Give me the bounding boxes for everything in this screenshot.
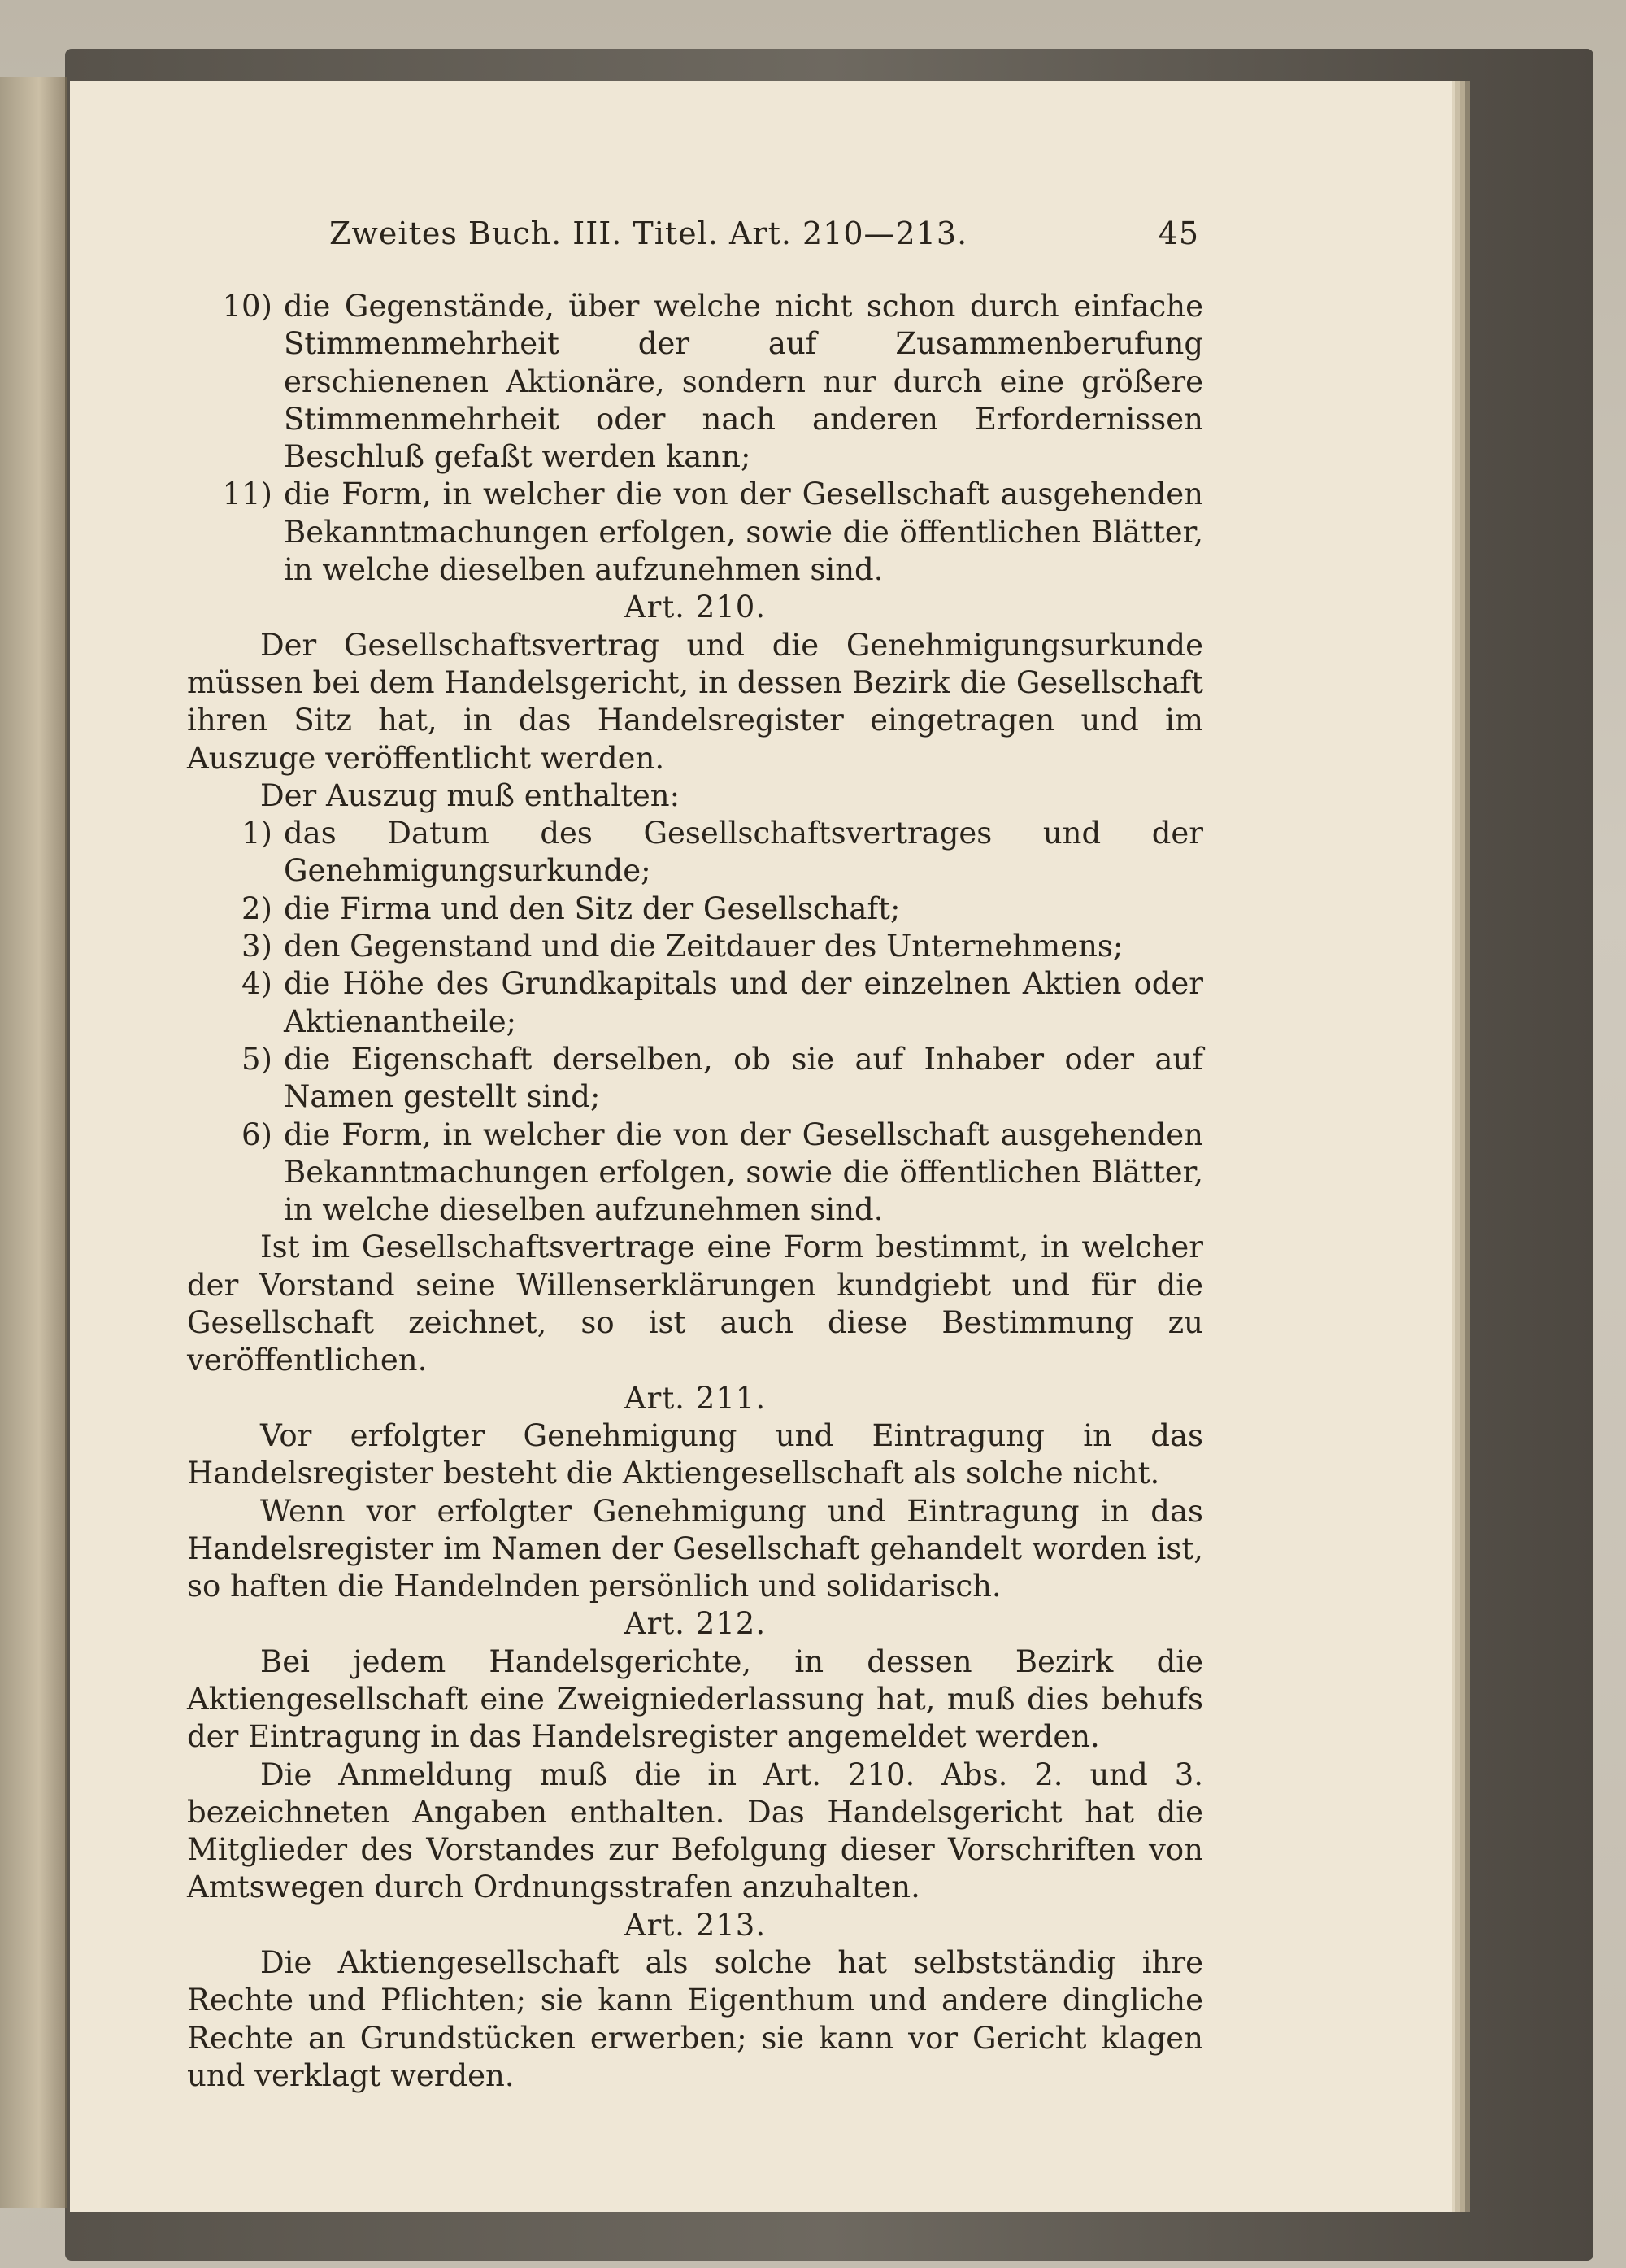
item-number: 5) <box>241 1041 272 1077</box>
item-text: den Gegenstand und die Zeitdauer des Unternehmens; <box>284 929 1124 964</box>
item-text: die Form, in welcher die von der Gesellschaft ausgehenden Bekanntmachungen erfolgen, sowie die öffentlichen Blätter, in welche dieselben aufzunehmen sind. <box>284 1117 1203 1228</box>
paragraph: Der Gesellschaftsvertrag und die Genehmigungsurkunde müssen bei dem Handelsgericht, in dessen Bezirk die Gesellschaft ihren Sitz hat, in das Handelsregister eingetragen und im Auszuge veröffentlicht werden. <box>187 627 1203 776</box>
left-page-edge <box>0 77 67 2208</box>
item-text: die Höhe des Grundkapitals und der einzelnen Aktien oder Aktienantheile; <box>284 966 1203 1039</box>
page-number: 45 <box>1158 215 1199 251</box>
item-text: die Eigenschaft derselben, ob sie auf Inhaber oder auf Namen gestellt sind; <box>284 1041 1203 1115</box>
article-heading-212: Art. 212. <box>624 1606 767 1642</box>
article-heading-213: Art. 213. <box>624 1907 767 1943</box>
list-item <box>187 815 1203 890</box>
list-item <box>187 890 1203 928</box>
running-header <box>329 215 1199 251</box>
list-item <box>187 965 1203 1041</box>
list-item <box>187 928 1203 965</box>
item-number: 4) <box>241 966 272 1002</box>
item-text: die Firma und den Sitz der Gesellschaft; <box>284 890 901 926</box>
list-item <box>187 1117 1203 1230</box>
item-number: 3) <box>241 929 272 964</box>
list-item <box>187 288 1203 476</box>
page-body <box>187 288 1203 2095</box>
item-number: 11) <box>222 477 272 512</box>
paragraph: Vor erfolgter Genehmigung und Eintragung in das Handelsregister besteht die Aktiengesellschaft als solche nicht. <box>187 1417 1203 1491</box>
item-number: 6) <box>241 1117 272 1152</box>
paragraph: Bei jedem Handelsgerichte, in dessen Bezirk die Aktiengesellschaft eine Zweigniederlassung hat, muß dies behufs der Eintragung in das Handelsregister angemeldet werden. <box>187 1643 1203 1755</box>
paragraph: Die Aktiengesellschaft als solche hat selbstständig ihre Rechte und Pflichten; sie kann Eigenthum und andere dingliche Rechte an Grundstücken erwerben; sie kann vor Gericht klagen und verklagt werden. <box>187 1945 1203 2093</box>
item-text: das Datum des Gesellschaftsvertrages und der Genehmigungsurkunde; <box>284 816 1203 889</box>
list-item <box>187 1041 1203 1117</box>
item-number: 1) <box>241 816 272 851</box>
item-number: 2) <box>241 890 272 926</box>
header-title: Zweites Buch. III. Titel. Art. 210—213. <box>329 215 968 251</box>
paragraph: Die Anmeldung muß die in Art. 210. Abs. 2. und 3. bezeichneten Angaben enthalten. Das Handelsgericht hat die Mitglieder des Vorstandes zur Befolgung dieser Vorschriften von Amtswegen durch Ordnungsstrafen anzuhalten. <box>187 1757 1203 1905</box>
item-text: die Form, in welcher die von der Gesellschaft ausgehenden Bekanntmachungen erfolgen, sowie die öffentlichen Blätter, in welche dieselben aufzunehmen sind. <box>284 477 1203 588</box>
article-heading-211: Art. 211. <box>624 1380 767 1416</box>
list-item <box>187 476 1203 589</box>
item-text: die Gegenstände, über welche nicht schon durch einfache Stimmenmehrheit der auf Zusammenberufung erschienenen Aktionäre, sondern nur durch eine größere Stimmenmehrheit oder nach anderen Erfordernissen Beschluß gefaßt werden kann; <box>284 289 1203 475</box>
paragraph: Ist im Gesellschaftsvertrage eine Form bestimmt, in welcher der Vorstand seine Willenserklärungen kundgiebt und für die Gesellschaft zeichnet, so ist auch diese Bestimmung zu veröffentlichen. <box>187 1230 1203 1378</box>
paragraph: Wenn vor erfolgter Genehmigung und Eintragung in das Handelsregister im Namen der Gesellschaft gehandelt worden ist, so haften die Handelnden persönlich und solidarisch. <box>187 1493 1203 1604</box>
article-heading-210: Art. 210. <box>624 590 767 625</box>
paragraph: Der Auszug muß enthalten: <box>260 777 680 813</box>
item-number: 10) <box>222 289 272 324</box>
